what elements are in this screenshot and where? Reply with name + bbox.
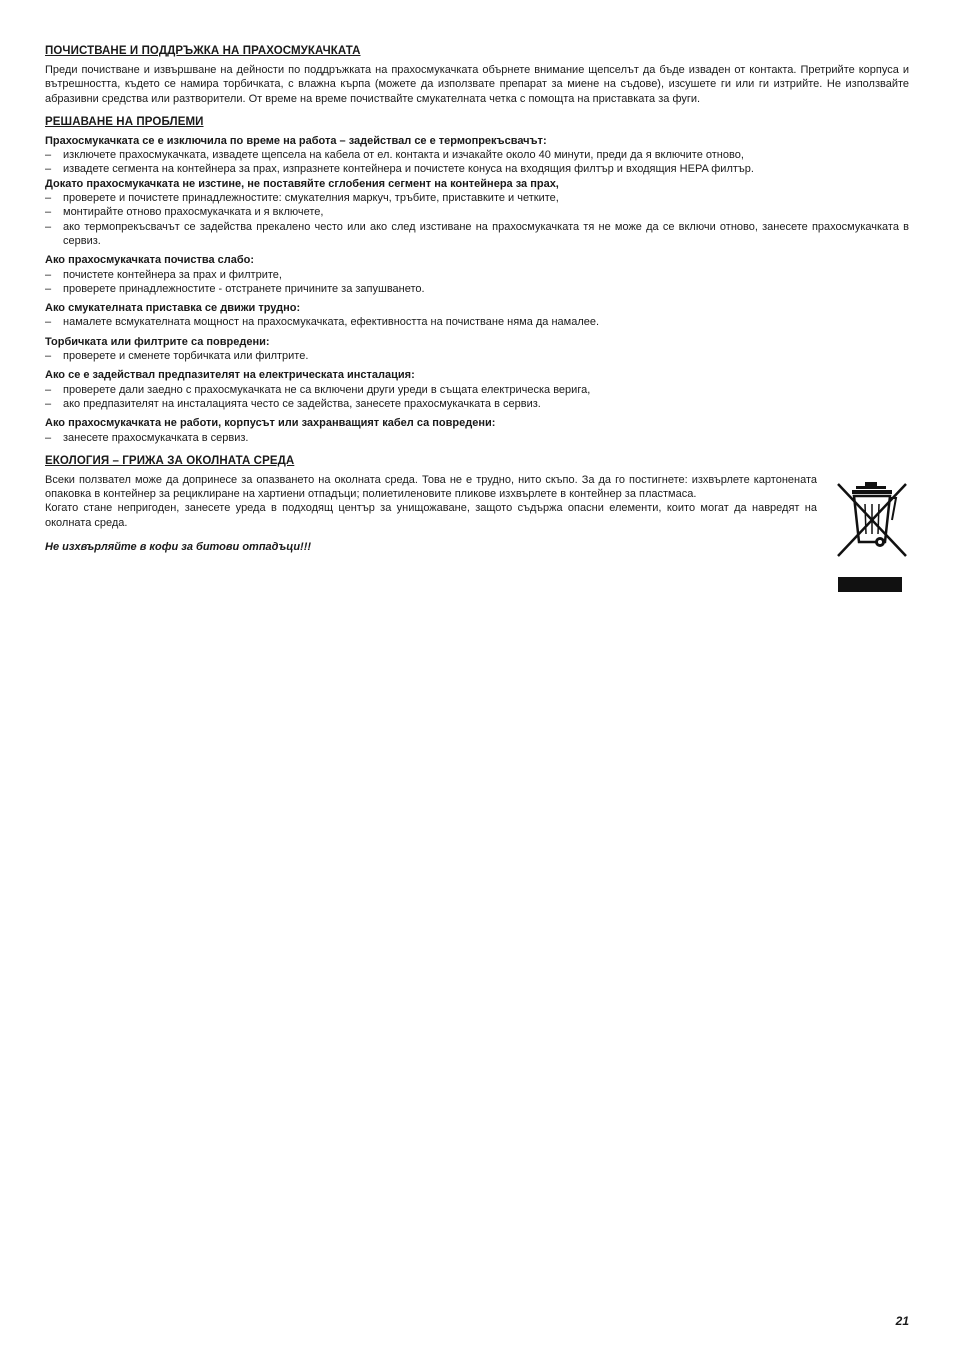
list-item: – проверете дали заедно с прахосмукачката не са включени други уреди в същата електрическа верига,	[45, 383, 909, 397]
cleaning-heading: ПОЧИСТВАНЕ И ПОДДРЪЖКА НА ПРАХОСМУКАЧКАТА	[45, 45, 361, 57]
list-item: – извадете сегмента на контейнера за прах, изпразнете контейнера и почистете конуса на входящия филтър и входящия HEPA филтър.	[45, 162, 909, 176]
problem-group-bag	[45, 335, 909, 364]
list-item: – монтирайте отново прахосмукачката и я включете,	[45, 205, 909, 219]
problem-group-thermal	[45, 134, 909, 248]
troubleshooting-heading: РЕШАВАНЕ НА ПРОБЛЕМИ	[45, 115, 204, 128]
list-item: – изключете прахосмукачката, извадете щепсела на кабела от ел. контакта и изчакайте около 40 минути, преди да я включите отново,	[45, 148, 909, 162]
problem-heading: Прахосмукачката се е изключила по време на работа – задействал се е термопрекъсвачът:	[45, 134, 547, 147]
problem-group-weak-cleaning	[45, 253, 909, 296]
problem-group-fuse	[45, 368, 909, 411]
cleaning-text: Преди почистване и извършване на дейности по поддръжката на прахосмукачката обърнете внимание щепселът да бъде изваден от контакта. Претрийте корпуса и вътрешността, където се намира торбичката, с влажна кърпа (можете да използвате препарат за миене на съдове), изсушете ги или ги изтрийте. Не използвайте абразивни средства или разтворители. От време на време почиствайте смукателната четка с помощта на приставката за фуги.	[45, 64, 909, 105]
troubleshooting-section	[45, 115, 909, 445]
list-item: – почистете контейнера за прах и филтрите,	[45, 268, 909, 282]
list-item: – намалете всмукателната мощност на прахосмукачката, ефективността на почистване няма да намалее.	[45, 315, 909, 329]
list-item: – занесете прахосмукачката в сервиз.	[45, 431, 909, 445]
problem-list	[45, 383, 909, 412]
ecology-paragraph: Когато стане непригоден, занесете уреда в подходящ център за унищожаване, защото съдържа опасни елементи, които могат да навредят на околната среда.	[45, 502, 817, 529]
problem-group-nozzle	[45, 301, 909, 330]
problem-list	[45, 349, 909, 363]
ecology-text	[45, 473, 817, 554]
ecology-heading: ЕКОЛОГИЯ – ГРИЖА ЗА ОКОЛНАТА СРЕДА	[45, 454, 295, 467]
cleaning-section	[45, 44, 909, 106]
disposal-warning: Не изхвърляйте в кофи за битови отпадъци!!!	[45, 541, 312, 554]
list-item: – ако предпазителят на инсталацията често се задейства, занесете прахосмукачката в сервиз.	[45, 397, 909, 411]
problem-heading: Ако се е задействал предпазителят на електрическата инсталация:	[45, 369, 415, 382]
list-item: – проверете принадлежностите - отстранете причините за запушването.	[45, 282, 909, 296]
problem-group-not-working	[45, 416, 909, 445]
problem-list	[45, 268, 909, 297]
problem-heading: Торбичката или филтрите са повредени:	[45, 335, 270, 348]
problem-heading: Ако прахосмукачката не работи, корпусът или захранващият кабел са повредени:	[45, 417, 496, 430]
ecology-paragraph: Всеки ползвател може да допринесе за опазването на околната среда. Това не е трудно, нито скъпо. За да го постигнете: изхвърлете картонената опаковка в контейнер за рециклиране на хартиени отпадъци; полиетиленовите пликове изхвърлете в контейнер за пластмаса.	[45, 473, 817, 501]
problem-list	[45, 191, 909, 248]
problem-heading: Ако смукателната приставка се движи трудно:	[45, 302, 301, 315]
list-item: – проверете и почистете принадлежностите: смукателния маркуч, тръбите, приставките и четките,	[45, 191, 909, 205]
page-number: 21	[895, 1314, 909, 1328]
problem-list	[45, 431, 909, 445]
list-item: – проверете и сменете торбичката или филтрите.	[45, 349, 909, 363]
list-item: – ако термопрекъсвачът се задейства прекалено често или ако след изстиване на прахосмукачката тя не може да се включи отново, занесете прахосмукачката в сервиз.	[45, 220, 909, 249]
problem-list	[45, 315, 909, 329]
ecology-section	[45, 454, 909, 554]
crossed-out-wheelie-bin-icon	[834, 480, 910, 593]
page-content	[45, 44, 909, 563]
problem-list	[45, 148, 909, 177]
problem-heading: Докато прахосмукачката не изстине, не поставяйте сглобения сегмент на контейнера за прах,	[45, 177, 559, 190]
problem-heading: Ако прахосмукачката почиства слабо:	[45, 254, 255, 267]
